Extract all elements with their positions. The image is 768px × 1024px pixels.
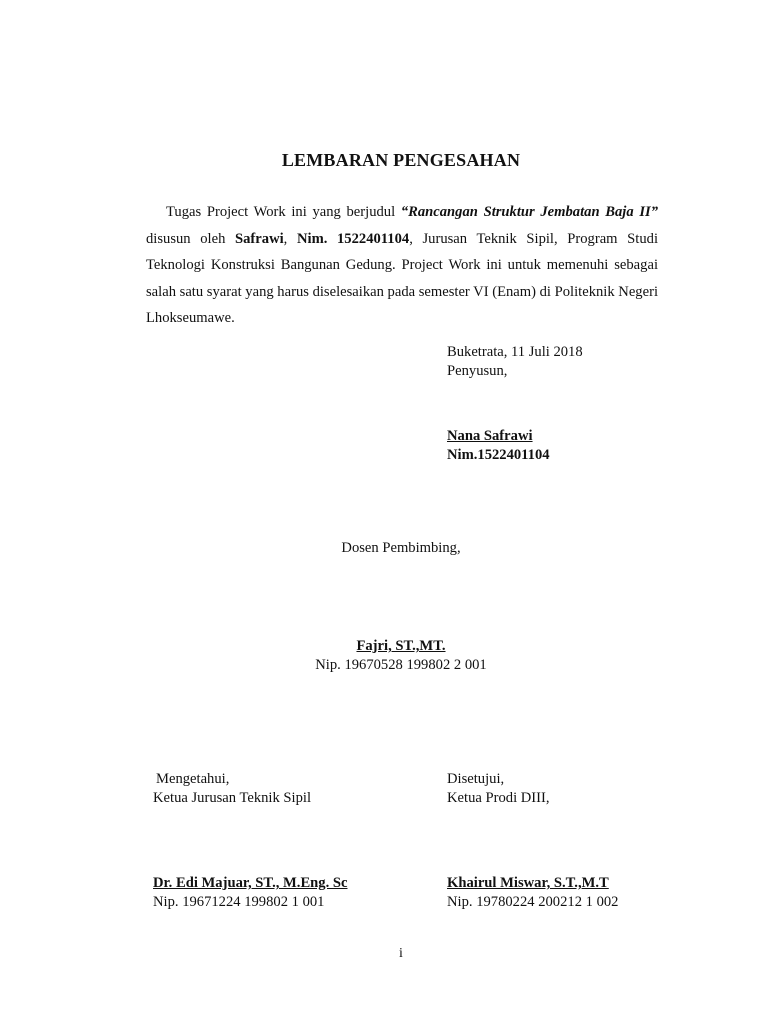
right-signature bbox=[447, 874, 618, 912]
left-name: Dr. Edi Majuar, ST., M.Eng. Sc bbox=[153, 875, 348, 891]
right-intro: Disetujui, bbox=[447, 771, 505, 787]
paragraph-text-1: Tugas Project Work ini yang berjudul bbox=[166, 204, 401, 220]
left-signature-header bbox=[153, 770, 311, 808]
left-role: Ketua Jurusan Teknik Sipil bbox=[153, 790, 312, 806]
page-number: i bbox=[399, 946, 403, 961]
author-nim-inline: Nim. 1522401104 bbox=[296, 230, 410, 247]
author-nim: Nim.1522401104 bbox=[447, 447, 550, 463]
supervisor-name: Fajri, ST.,MT. bbox=[356, 638, 446, 654]
author-signature bbox=[447, 427, 550, 465]
right-name: Khairul Miswar, S.T.,M.T bbox=[447, 875, 609, 891]
supervisor-signature bbox=[0, 637, 768, 675]
supervisor-role: Dosen Pembimbing, bbox=[341, 540, 461, 556]
paragraph-text-2: disusun oleh bbox=[146, 230, 236, 247]
author-role: Penyusun, bbox=[447, 363, 508, 379]
paragraph-text-4: , Jurusan Teknik Sipil, Program Studi Teknologi Konstruksi Bangunan Gedung. Project Work ini untuk memenuhi sebagai salah satu syarat yang harus diselesaikan pada semester VI (Enam) di Politeknik Negeri Lhokseumawe. bbox=[146, 230, 658, 326]
supervisor-nip: Nip. 19670528 199802 2 001 bbox=[315, 657, 487, 673]
right-nip: Nip. 19780224 200212 1 002 bbox=[447, 894, 619, 910]
paragraph-text-3: , bbox=[283, 230, 297, 247]
place-date: Buketrata, 11 Juli 2018 bbox=[447, 344, 583, 360]
right-role: Ketua Prodi DIII, bbox=[447, 790, 550, 806]
author-name: Nana Safrawi bbox=[447, 428, 533, 444]
left-intro: Mengetahui, bbox=[156, 771, 230, 787]
approval-paragraph bbox=[146, 199, 658, 332]
author-block bbox=[447, 343, 583, 381]
left-signature bbox=[153, 874, 347, 912]
left-nip: Nip. 19671224 199802 1 001 bbox=[153, 894, 325, 910]
right-signature-header bbox=[447, 770, 550, 808]
page-title: LEMBARAN PENGESAHAN bbox=[281, 150, 521, 170]
project-title: “Rancangan Struktur Jembatan Baja II” bbox=[400, 204, 658, 220]
author-short-name: Safrawi bbox=[235, 230, 284, 247]
